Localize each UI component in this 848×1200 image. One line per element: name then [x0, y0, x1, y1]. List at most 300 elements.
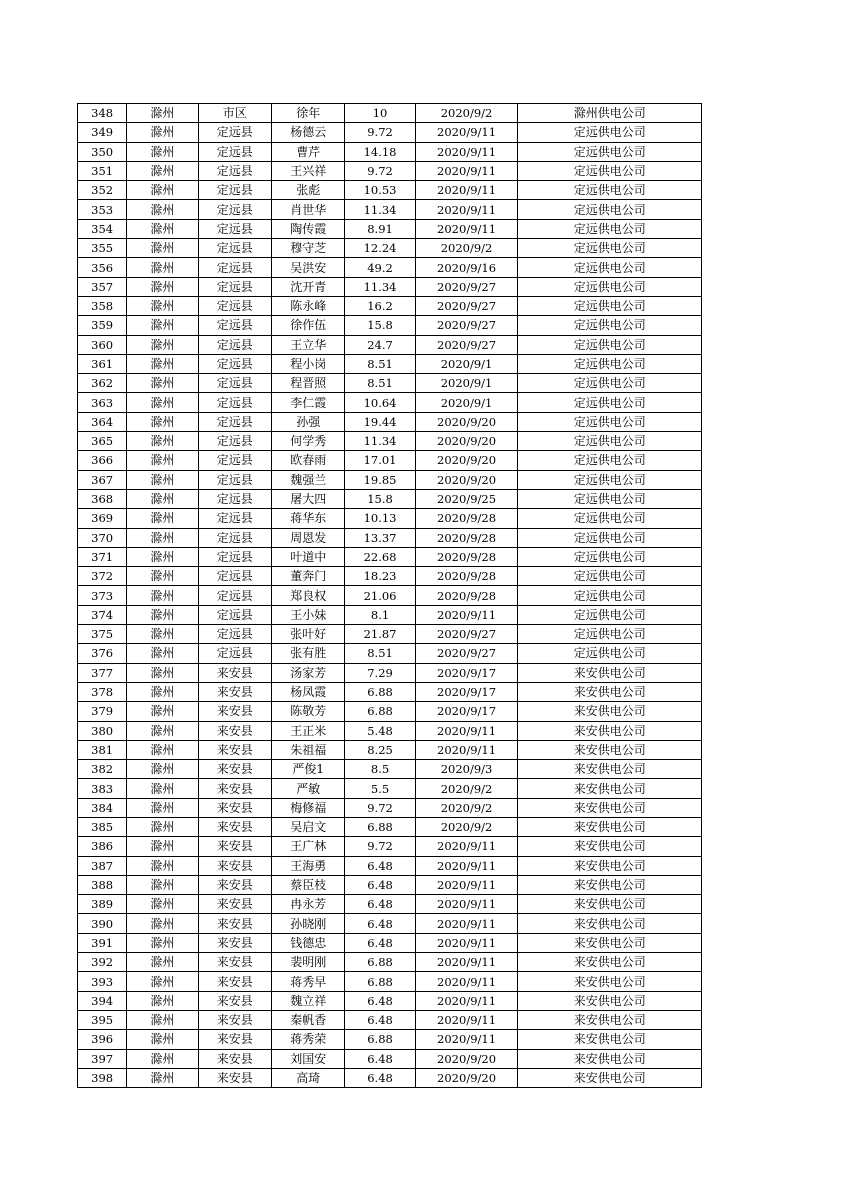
- city-cell: 滁州: [127, 798, 198, 817]
- amount-cell: 6.88: [345, 972, 415, 991]
- amount-cell: 6.48: [345, 914, 415, 933]
- row-number-cell: 386: [78, 837, 127, 856]
- name-cell: 梅修福: [272, 798, 345, 817]
- name-cell: 曹芹: [272, 142, 345, 161]
- name-cell: 张有胜: [272, 644, 345, 663]
- table-row: [78, 509, 702, 528]
- name-cell: 程小岗: [272, 354, 345, 373]
- name-cell: 魏立祥: [272, 991, 345, 1010]
- amount-cell: 19.44: [345, 412, 415, 431]
- company-cell: 来安供电公司: [518, 953, 702, 972]
- row-number-cell: 395: [78, 1010, 127, 1029]
- date-cell: 2020/9/11: [415, 914, 518, 933]
- city-cell: 滁州: [127, 972, 198, 991]
- date-cell: 2020/9/17: [415, 702, 518, 721]
- amount-cell: 11.34: [345, 432, 415, 451]
- date-cell: 2020/9/11: [415, 895, 518, 914]
- company-cell: 来安供电公司: [518, 972, 702, 991]
- date-cell: 2020/9/11: [415, 953, 518, 972]
- name-cell: 穆守芝: [272, 239, 345, 258]
- table-row: [78, 933, 702, 952]
- name-cell: 叶道中: [272, 547, 345, 566]
- city-cell: 滁州: [127, 374, 198, 393]
- table-row: [78, 663, 702, 682]
- table-row: [78, 239, 702, 258]
- county-cell: 来安县: [198, 682, 271, 701]
- date-cell: 2020/9/11: [415, 219, 518, 238]
- row-number-cell: 374: [78, 605, 127, 624]
- county-cell: 定远县: [198, 277, 271, 296]
- county-cell: 来安县: [198, 702, 271, 721]
- date-cell: 2020/9/2: [415, 239, 518, 258]
- row-number-cell: 377: [78, 663, 127, 682]
- date-cell: 2020/9/1: [415, 374, 518, 393]
- county-cell: 定远县: [198, 316, 271, 335]
- county-cell: 定远县: [198, 509, 271, 528]
- name-cell: 王兴祥: [272, 161, 345, 180]
- company-cell: 定远供电公司: [518, 335, 702, 354]
- row-number-cell: 393: [78, 972, 127, 991]
- table-row: [78, 393, 702, 412]
- county-cell: 来安县: [198, 914, 271, 933]
- table-row: [78, 837, 702, 856]
- city-cell: 滁州: [127, 1010, 198, 1029]
- date-cell: 2020/9/27: [415, 335, 518, 354]
- amount-cell: 16.2: [345, 296, 415, 315]
- date-cell: 2020/9/11: [415, 991, 518, 1010]
- amount-cell: 13.37: [345, 528, 415, 547]
- date-cell: 2020/9/28: [415, 509, 518, 528]
- date-cell: 2020/9/3: [415, 760, 518, 779]
- row-number-cell: 385: [78, 817, 127, 836]
- row-number-cell: 362: [78, 374, 127, 393]
- name-cell: 徐作伍: [272, 316, 345, 335]
- city-cell: 滁州: [127, 528, 198, 547]
- table-row: [78, 412, 702, 431]
- county-cell: 定远县: [198, 567, 271, 586]
- amount-cell: 8.5: [345, 760, 415, 779]
- amount-cell: 6.48: [345, 856, 415, 875]
- company-cell: 定远供电公司: [518, 296, 702, 315]
- name-cell: 周恩发: [272, 528, 345, 547]
- amount-cell: 8.91: [345, 219, 415, 238]
- table-row: [78, 586, 702, 605]
- table-row: [78, 200, 702, 219]
- date-cell: 2020/9/11: [415, 740, 518, 759]
- date-cell: 2020/9/20: [415, 451, 518, 470]
- date-cell: 2020/9/2: [415, 817, 518, 836]
- table-row: [78, 682, 702, 701]
- city-cell: 滁州: [127, 239, 198, 258]
- city-cell: 滁州: [127, 875, 198, 894]
- name-cell: 董奔门: [272, 567, 345, 586]
- county-cell: 来安县: [198, 760, 271, 779]
- date-cell: 2020/9/2: [415, 798, 518, 817]
- name-cell: 陈敬芳: [272, 702, 345, 721]
- amount-cell: 8.51: [345, 374, 415, 393]
- county-cell: 定远县: [198, 432, 271, 451]
- table-row: [78, 702, 702, 721]
- amount-cell: 8.51: [345, 644, 415, 663]
- county-cell: 定远县: [198, 181, 271, 200]
- city-cell: 滁州: [127, 509, 198, 528]
- row-number-cell: 352: [78, 181, 127, 200]
- amount-cell: 15.8: [345, 316, 415, 335]
- row-number-cell: 376: [78, 644, 127, 663]
- date-cell: 2020/9/17: [415, 663, 518, 682]
- table-row: [78, 258, 702, 277]
- row-number-cell: 373: [78, 586, 127, 605]
- city-cell: 滁州: [127, 335, 198, 354]
- county-cell: 定远县: [198, 219, 271, 238]
- county-cell: 市区: [198, 104, 271, 123]
- amount-cell: 5.48: [345, 721, 415, 740]
- data-table: [77, 103, 702, 1088]
- row-number-cell: 353: [78, 200, 127, 219]
- date-cell: 2020/9/11: [415, 161, 518, 180]
- county-cell: 来安县: [198, 817, 271, 836]
- city-cell: 滁州: [127, 432, 198, 451]
- name-cell: 蔡臣枝: [272, 875, 345, 894]
- row-number-cell: 387: [78, 856, 127, 875]
- city-cell: 滁州: [127, 123, 198, 142]
- date-cell: 2020/9/2: [415, 104, 518, 123]
- company-cell: 定远供电公司: [518, 509, 702, 528]
- date-cell: 2020/9/2: [415, 779, 518, 798]
- city-cell: 滁州: [127, 1030, 198, 1049]
- name-cell: 吴启文: [272, 817, 345, 836]
- county-cell: 定远县: [198, 605, 271, 624]
- company-cell: 来安供电公司: [518, 837, 702, 856]
- amount-cell: 22.68: [345, 547, 415, 566]
- table-row: [78, 779, 702, 798]
- city-cell: 滁州: [127, 702, 198, 721]
- name-cell: 蒋秀早: [272, 972, 345, 991]
- table-row: [78, 528, 702, 547]
- amount-cell: 11.34: [345, 200, 415, 219]
- company-cell: 来安供电公司: [518, 682, 702, 701]
- county-cell: 来安县: [198, 798, 271, 817]
- name-cell: 杨凤霞: [272, 682, 345, 701]
- date-cell: 2020/9/11: [415, 1030, 518, 1049]
- amount-cell: 8.25: [345, 740, 415, 759]
- company-cell: 来安供电公司: [518, 760, 702, 779]
- company-cell: 来安供电公司: [518, 721, 702, 740]
- date-cell: 2020/9/20: [415, 432, 518, 451]
- date-cell: 2020/9/27: [415, 277, 518, 296]
- row-number-cell: 365: [78, 432, 127, 451]
- city-cell: 滁州: [127, 740, 198, 759]
- date-cell: 2020/9/1: [415, 354, 518, 373]
- city-cell: 滁州: [127, 489, 198, 508]
- amount-cell: 14.18: [345, 142, 415, 161]
- date-cell: 2020/9/28: [415, 567, 518, 586]
- city-cell: 滁州: [127, 354, 198, 373]
- city-cell: 滁州: [127, 104, 198, 123]
- name-cell: 徐年: [272, 104, 345, 123]
- amount-cell: 9.72: [345, 161, 415, 180]
- amount-cell: 10.64: [345, 393, 415, 412]
- name-cell: 钱德忠: [272, 933, 345, 952]
- amount-cell: 6.88: [345, 953, 415, 972]
- county-cell: 定远县: [198, 161, 271, 180]
- table-row: [78, 277, 702, 296]
- row-number-cell: 369: [78, 509, 127, 528]
- row-number-cell: 397: [78, 1049, 127, 1068]
- date-cell: 2020/9/25: [415, 489, 518, 508]
- date-cell: 2020/9/27: [415, 644, 518, 663]
- county-cell: 来安县: [198, 1030, 271, 1049]
- amount-cell: 12.24: [345, 239, 415, 258]
- name-cell: 王立华: [272, 335, 345, 354]
- company-cell: 定远供电公司: [518, 605, 702, 624]
- amount-cell: 5.5: [345, 779, 415, 798]
- city-cell: 滁州: [127, 625, 198, 644]
- date-cell: 2020/9/28: [415, 586, 518, 605]
- name-cell: 张彪: [272, 181, 345, 200]
- company-cell: 定远供电公司: [518, 432, 702, 451]
- row-number-cell: 360: [78, 335, 127, 354]
- amount-cell: 9.72: [345, 837, 415, 856]
- table-row: [78, 914, 702, 933]
- table-row: [78, 142, 702, 161]
- name-cell: 张叶好: [272, 625, 345, 644]
- company-cell: 定远供电公司: [518, 470, 702, 489]
- amount-cell: 6.48: [345, 1010, 415, 1029]
- row-number-cell: 384: [78, 798, 127, 817]
- county-cell: 来安县: [198, 1049, 271, 1068]
- county-cell: 定远县: [198, 123, 271, 142]
- company-cell: 定远供电公司: [518, 644, 702, 663]
- table-row: [78, 335, 702, 354]
- county-cell: 定远县: [198, 354, 271, 373]
- city-cell: 滁州: [127, 682, 198, 701]
- table-row: [78, 856, 702, 875]
- date-cell: 2020/9/27: [415, 296, 518, 315]
- table-row: [78, 644, 702, 663]
- date-cell: 2020/9/11: [415, 856, 518, 875]
- county-cell: 来安县: [198, 837, 271, 856]
- county-cell: 来安县: [198, 1010, 271, 1029]
- amount-cell: 7.29: [345, 663, 415, 682]
- amount-cell: 19.85: [345, 470, 415, 489]
- row-number-cell: 379: [78, 702, 127, 721]
- row-number-cell: 367: [78, 470, 127, 489]
- name-cell: 欧春雨: [272, 451, 345, 470]
- row-number-cell: 390: [78, 914, 127, 933]
- name-cell: 沈开青: [272, 277, 345, 296]
- city-cell: 滁州: [127, 895, 198, 914]
- date-cell: 2020/9/27: [415, 316, 518, 335]
- company-cell: 定远供电公司: [518, 142, 702, 161]
- table-row: [78, 953, 702, 972]
- city-cell: 滁州: [127, 779, 198, 798]
- amount-cell: 6.48: [345, 875, 415, 894]
- date-cell: 2020/9/11: [415, 933, 518, 952]
- table-row: [78, 972, 702, 991]
- city-cell: 滁州: [127, 837, 198, 856]
- date-cell: 2020/9/11: [415, 142, 518, 161]
- name-cell: 魏强兰: [272, 470, 345, 489]
- amount-cell: 10.53: [345, 181, 415, 200]
- table-row: [78, 1049, 702, 1068]
- amount-cell: 10.13: [345, 509, 415, 528]
- row-number-cell: 366: [78, 451, 127, 470]
- row-number-cell: 392: [78, 953, 127, 972]
- city-cell: 滁州: [127, 393, 198, 412]
- amount-cell: 21.87: [345, 625, 415, 644]
- city-cell: 滁州: [127, 644, 198, 663]
- city-cell: 滁州: [127, 470, 198, 489]
- row-number-cell: 370: [78, 528, 127, 547]
- city-cell: 滁州: [127, 933, 198, 952]
- county-cell: 来安县: [198, 895, 271, 914]
- date-cell: 2020/9/1: [415, 393, 518, 412]
- date-cell: 2020/9/11: [415, 123, 518, 142]
- name-cell: 王海勇: [272, 856, 345, 875]
- city-cell: 滁州: [127, 1068, 198, 1087]
- company-cell: 定远供电公司: [518, 219, 702, 238]
- table-row: [78, 567, 702, 586]
- row-number-cell: 359: [78, 316, 127, 335]
- company-cell: 来安供电公司: [518, 991, 702, 1010]
- name-cell: 秦帆香: [272, 1010, 345, 1029]
- county-cell: 来安县: [198, 779, 271, 798]
- name-cell: 肖世华: [272, 200, 345, 219]
- name-cell: 程晋照: [272, 374, 345, 393]
- county-cell: 来安县: [198, 740, 271, 759]
- row-number-cell: 380: [78, 721, 127, 740]
- city-cell: 滁州: [127, 817, 198, 836]
- amount-cell: 10: [345, 104, 415, 123]
- table-row: [78, 432, 702, 451]
- table-row: [78, 605, 702, 624]
- row-number-cell: 375: [78, 625, 127, 644]
- date-cell: 2020/9/17: [415, 682, 518, 701]
- date-cell: 2020/9/11: [415, 875, 518, 894]
- name-cell: 汤家芳: [272, 663, 345, 682]
- row-number-cell: 372: [78, 567, 127, 586]
- table-row: [78, 219, 702, 238]
- row-number-cell: 396: [78, 1030, 127, 1049]
- name-cell: 王正米: [272, 721, 345, 740]
- company-cell: 滁州供电公司: [518, 104, 702, 123]
- amount-cell: 8.1: [345, 605, 415, 624]
- city-cell: 滁州: [127, 991, 198, 1010]
- table-row: [78, 875, 702, 894]
- company-cell: 定远供电公司: [518, 567, 702, 586]
- county-cell: 来安县: [198, 972, 271, 991]
- row-number-cell: 361: [78, 354, 127, 373]
- table-row: [78, 991, 702, 1010]
- company-cell: 定远供电公司: [518, 239, 702, 258]
- amount-cell: 6.48: [345, 895, 415, 914]
- amount-cell: 9.72: [345, 123, 415, 142]
- county-cell: 定远县: [198, 142, 271, 161]
- name-cell: 蒋华东: [272, 509, 345, 528]
- date-cell: 2020/9/11: [415, 972, 518, 991]
- city-cell: 滁州: [127, 161, 198, 180]
- row-number-cell: 388: [78, 875, 127, 894]
- company-cell: 来安供电公司: [518, 663, 702, 682]
- amount-cell: 17.01: [345, 451, 415, 470]
- row-number-cell: 351: [78, 161, 127, 180]
- company-cell: 定远供电公司: [518, 277, 702, 296]
- amount-cell: 6.48: [345, 1068, 415, 1087]
- county-cell: 定远县: [198, 258, 271, 277]
- table-row: [78, 489, 702, 508]
- county-cell: 定远县: [198, 412, 271, 431]
- row-number-cell: 383: [78, 779, 127, 798]
- name-cell: 何学秀: [272, 432, 345, 451]
- name-cell: 严俊1: [272, 760, 345, 779]
- county-cell: 定远县: [198, 547, 271, 566]
- company-cell: 定远供电公司: [518, 354, 702, 373]
- date-cell: 2020/9/27: [415, 625, 518, 644]
- company-cell: 定远供电公司: [518, 547, 702, 566]
- company-cell: 定远供电公司: [518, 451, 702, 470]
- name-cell: 裴明刚: [272, 953, 345, 972]
- company-cell: 定远供电公司: [518, 123, 702, 142]
- date-cell: 2020/9/16: [415, 258, 518, 277]
- row-number-cell: 391: [78, 933, 127, 952]
- name-cell: 陶传霞: [272, 219, 345, 238]
- date-cell: 2020/9/11: [415, 1010, 518, 1029]
- date-cell: 2020/9/11: [415, 181, 518, 200]
- city-cell: 滁州: [127, 277, 198, 296]
- company-cell: 来安供电公司: [518, 817, 702, 836]
- amount-cell: 6.48: [345, 933, 415, 952]
- county-cell: 来安县: [198, 953, 271, 972]
- row-number-cell: 355: [78, 239, 127, 258]
- county-cell: 定远县: [198, 374, 271, 393]
- amount-cell: 11.34: [345, 277, 415, 296]
- company-cell: 来安供电公司: [518, 779, 702, 798]
- table-row: [78, 1010, 702, 1029]
- table-row: [78, 798, 702, 817]
- row-number-cell: 364: [78, 412, 127, 431]
- company-cell: 来安供电公司: [518, 856, 702, 875]
- date-cell: 2020/9/20: [415, 412, 518, 431]
- company-cell: 定远供电公司: [518, 625, 702, 644]
- row-number-cell: 378: [78, 682, 127, 701]
- company-cell: 定远供电公司: [518, 489, 702, 508]
- company-cell: 来安供电公司: [518, 740, 702, 759]
- table-row: [78, 181, 702, 200]
- city-cell: 滁州: [127, 953, 198, 972]
- city-cell: 滁州: [127, 1049, 198, 1068]
- city-cell: 滁州: [127, 316, 198, 335]
- table-row: [78, 470, 702, 489]
- amount-cell: 24.7: [345, 335, 415, 354]
- amount-cell: 9.72: [345, 798, 415, 817]
- county-cell: 定远县: [198, 451, 271, 470]
- table-row: [78, 1030, 702, 1049]
- city-cell: 滁州: [127, 219, 198, 238]
- company-cell: 定远供电公司: [518, 161, 702, 180]
- date-cell: 2020/9/28: [415, 528, 518, 547]
- city-cell: 滁州: [127, 663, 198, 682]
- company-cell: 定远供电公司: [518, 316, 702, 335]
- amount-cell: 6.88: [345, 817, 415, 836]
- row-number-cell: 363: [78, 393, 127, 412]
- amount-cell: 6.88: [345, 682, 415, 701]
- table-body: [78, 104, 702, 1088]
- amount-cell: 49.2: [345, 258, 415, 277]
- name-cell: 郑良权: [272, 586, 345, 605]
- company-cell: 定远供电公司: [518, 393, 702, 412]
- county-cell: 来安县: [198, 1068, 271, 1087]
